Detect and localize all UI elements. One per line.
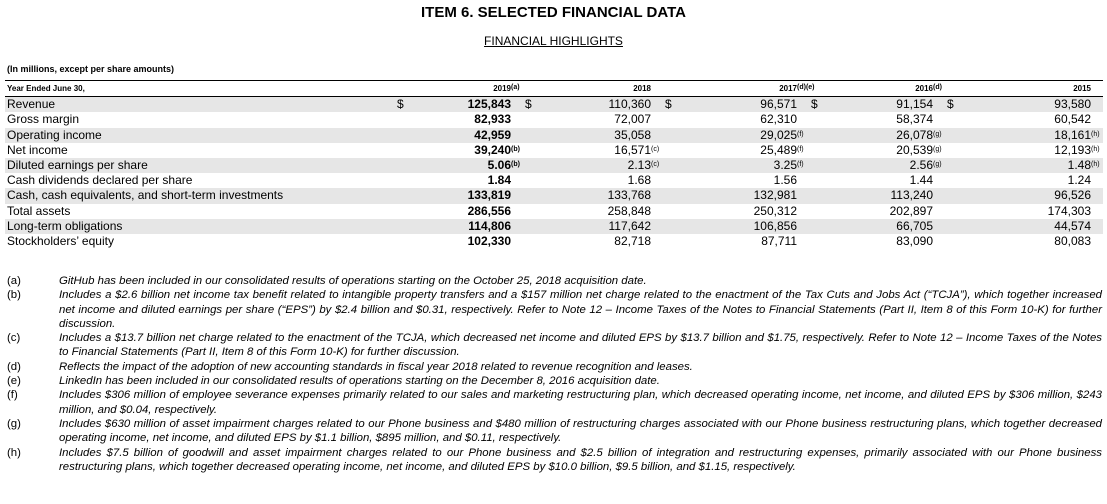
- footnote: [7, 288, 1102, 331]
- currency-cell: [523, 173, 555, 188]
- footnote-text: Reflects the impact of the adoption of new accounting standards in fiscal year 2018 related to revenue recognition and leases.: [59, 360, 693, 373]
- currency-spacer: [945, 81, 977, 97]
- footnote-ref: (f): [797, 161, 804, 169]
- value-cell: 35,058: [555, 128, 651, 143]
- currency-spacer: [663, 81, 695, 97]
- row-label: Diluted earnings per share: [5, 158, 395, 173]
- row-label: Operating income: [5, 128, 395, 143]
- footnote-mark: (d): [7, 360, 21, 373]
- footnote-ref-cell: [1091, 158, 1103, 173]
- currency-cell: [663, 158, 695, 173]
- currency-cell: [809, 112, 841, 127]
- value-cell: 174,303: [1047, 203, 1091, 218]
- currency-cell: [945, 188, 977, 203]
- column-year-2015: [977, 81, 1091, 97]
- column-footnote-ref: (d): [933, 84, 942, 91]
- value-cell: 258,848: [607, 203, 651, 218]
- page-title: ITEM 6. SELECTED FINANCIAL DATA: [420, 4, 686, 21]
- column-year-2019: [427, 81, 511, 97]
- footnote-ref-cell: [511, 204, 523, 219]
- footnote-ref-cell: [797, 128, 809, 143]
- footnote: [7, 374, 1102, 388]
- currency-cell: [809, 188, 841, 203]
- footnote-ref-cell: [651, 204, 663, 219]
- currency-cell: $: [809, 97, 841, 113]
- footnote-ref-cell: [511, 112, 523, 127]
- footnote-ref-cell: [651, 112, 663, 127]
- currency-cell: [663, 143, 695, 158]
- value-cell: 39,240: [474, 142, 511, 157]
- footnote-ref-cell: [797, 112, 809, 127]
- value-cell: 286,556: [467, 203, 511, 218]
- value-cell: 42,959: [427, 128, 511, 143]
- value-cell: 29,025: [695, 128, 797, 143]
- column-year-label: 2017: [779, 84, 797, 93]
- column-footnote-ref: (d)(e): [797, 84, 815, 91]
- currency-cell: [395, 112, 427, 127]
- currency-cell: [945, 143, 977, 158]
- currency-cell: [945, 128, 977, 143]
- footnote-ref-cell: [933, 188, 945, 203]
- row-label: Total assets: [7, 203, 71, 218]
- row-label: Cash dividends declared per share: [7, 173, 193, 188]
- footnote-ref: (h): [1091, 145, 1100, 153]
- footnote-ref-cell: [797, 143, 809, 158]
- footnote-ref-cell: [797, 204, 809, 219]
- footnote-mark: (g): [7, 417, 21, 430]
- value-cell: 80,083: [1054, 234, 1091, 249]
- footnote-ref-cell: [511, 188, 523, 203]
- currency-cell: [395, 173, 427, 188]
- currency-cell: [395, 234, 427, 249]
- row-label: Stockholders’ equity: [7, 234, 114, 249]
- footnote: [7, 446, 1102, 475]
- currency-spacer: [395, 81, 427, 97]
- currency-cell: [809, 204, 841, 219]
- currency-cell: [945, 204, 977, 219]
- value-cell: 2.56: [841, 158, 933, 173]
- value-cell: 1.84: [487, 173, 511, 188]
- footnote-ref-cell: [651, 219, 663, 234]
- footnote-ref-cell: [511, 97, 523, 113]
- footnote-ref: (g): [933, 161, 942, 169]
- row-label: Net income: [7, 142, 68, 157]
- table-row: [5, 173, 1103, 188]
- currency-cell: [523, 188, 555, 203]
- value-cell: 114,806: [427, 219, 511, 234]
- value-cell: 3.25: [695, 158, 797, 173]
- footnote: [7, 274, 1102, 288]
- currency-cell: [523, 204, 555, 219]
- footnote-ref-cell: [1091, 188, 1103, 203]
- value-cell: 117,642: [555, 219, 651, 234]
- currency-cell: [945, 234, 977, 249]
- column-year-2017: [695, 81, 797, 97]
- value-cell: 60,542: [1054, 112, 1091, 127]
- currency-cell: [523, 234, 555, 249]
- footnote-ref-cell: [651, 173, 663, 188]
- value-cell: 1.68: [627, 173, 651, 188]
- value-cell: 25,489: [760, 142, 797, 157]
- table-row: [5, 234, 1103, 249]
- footnotes: [7, 274, 1102, 474]
- currency-cell: [663, 234, 695, 249]
- footnote-ref-cell: [1091, 234, 1103, 249]
- table-row: [5, 158, 1103, 173]
- footnote-mark: (b): [7, 289, 21, 302]
- value-cell: 66,705: [841, 219, 933, 234]
- footnote-ref: (b): [511, 145, 520, 153]
- currency-cell: [663, 219, 695, 234]
- footnote-ref-cell: [1091, 128, 1103, 143]
- footnote-ref-cell: [1091, 204, 1103, 219]
- footnote-mark: (a): [7, 275, 21, 287]
- table-row: [5, 97, 1103, 113]
- footnote-ref: (b): [511, 161, 520, 169]
- column-year-label: 2018: [633, 84, 651, 93]
- footnote-mark: (e): [7, 375, 21, 388]
- footnote-ref: (f): [797, 145, 804, 153]
- footnote: [7, 360, 1102, 374]
- footnote-ref-cell: [511, 158, 523, 173]
- row-label: Long-term obligations: [5, 219, 395, 234]
- row-label: Gross margin: [7, 112, 80, 127]
- table-row: [5, 128, 1103, 143]
- value-cell: 1.48: [977, 158, 1091, 173]
- value-cell: 2.13: [555, 158, 651, 173]
- footnote-ref-cell: [933, 173, 945, 188]
- currency-cell: [945, 173, 977, 188]
- column-year-label: 2016: [915, 84, 933, 93]
- value-cell: 102,330: [467, 234, 511, 249]
- value-cell: 96,526: [977, 188, 1091, 203]
- value-cell: 125,843: [427, 97, 511, 113]
- value-cell: 96,571: [695, 97, 797, 113]
- currency-cell: [945, 158, 977, 173]
- value-cell: 18,161: [977, 128, 1091, 143]
- footnote-ref-cell: [797, 234, 809, 249]
- value-cell: 58,374: [896, 112, 933, 127]
- column-footnote-ref: (a): [511, 84, 520, 91]
- units-note: (In millions, except per share amounts): [7, 64, 175, 74]
- footnote-ref-cell: [933, 234, 945, 249]
- currency-cell: $: [945, 97, 977, 113]
- currency-cell: $: [523, 97, 555, 113]
- table-row: [5, 204, 1103, 219]
- currency-cell: [663, 112, 695, 127]
- currency-cell: [809, 173, 841, 188]
- footnote-ref: (c): [651, 161, 660, 169]
- currency-cell: $: [395, 97, 427, 113]
- footnote-ref-cell: [933, 97, 945, 113]
- value-cell: 12,193: [1054, 142, 1091, 157]
- row-header-label: Year Ended June 30,: [5, 81, 395, 97]
- footnote-ref-cell: [651, 158, 663, 173]
- currency-cell: [523, 158, 555, 173]
- value-cell: 133,768: [555, 188, 651, 203]
- footnote: [7, 388, 1102, 417]
- footnote-ref-cell: [651, 234, 663, 249]
- currency-cell: [945, 219, 977, 234]
- footnote-ref: (f): [797, 130, 804, 138]
- footnote-ref-cell: [933, 219, 945, 234]
- footnote-text: LinkedIn has been included in our consolidated results of operations starting on the December 8, 2016 acquisition date.: [59, 375, 660, 388]
- value-cell: 20,539: [896, 142, 933, 157]
- currency-cell: [809, 143, 841, 158]
- currency-cell: [395, 204, 427, 219]
- value-cell: 72,007: [614, 112, 651, 127]
- footnote-mark: (c): [7, 332, 21, 345]
- currency-cell: [395, 128, 427, 143]
- value-cell: 83,090: [896, 234, 933, 249]
- footnote-text: Includes a $13.7 billion net charge related to the enactment of the TCJA, which decreased net income and diluted EPS by $13.7 billion and $1.75, respectively. Refer to Note 12 – Income Taxes of the Notes to Financial Statements (Part II, Item 8 of this Form 10-K) for further discussion.: [59, 332, 1102, 359]
- currency-cell: [663, 128, 695, 143]
- footnote-ref-cell: [651, 128, 663, 143]
- footnote-ref-cell: [797, 97, 809, 113]
- column-year-label: 2015: [1073, 84, 1091, 93]
- footnote-text: Includes $7.5 billion of goodwill and asset impairment charges related to our Phone business and $2.5 billion of integration and restructuring expenses, primarily associated with our Phone business restructuring plans, which together decreased operating income, net income, and diluted EPS by $10.0 billion, $9.5 billion, and $1.15, respectively.: [59, 446, 1102, 473]
- value-cell: 93,580: [977, 97, 1091, 113]
- currency-cell: [663, 204, 695, 219]
- footnote-ref-cell: [511, 234, 523, 249]
- column-year-2016: [841, 81, 933, 97]
- footnote-ref-cell: [651, 143, 663, 158]
- currency-cell: [945, 112, 977, 127]
- table-row: [5, 112, 1103, 127]
- financial-table-wrapper: [5, 80, 1102, 249]
- table-row: [5, 188, 1103, 203]
- currency-cell: [395, 143, 427, 158]
- footnote-ref-cell: [797, 219, 809, 234]
- value-cell: 44,574: [977, 219, 1091, 234]
- currency-cell: [523, 128, 555, 143]
- footnote-ref-cell: [797, 173, 809, 188]
- value-cell: 133,819: [427, 188, 511, 203]
- footnote-ref-cell: [651, 97, 663, 113]
- row-label: Revenue: [5, 97, 395, 113]
- footnote-ref: (g): [933, 145, 942, 153]
- subtitle-text: FINANCIAL HIGHLIGHTS: [484, 34, 623, 48]
- currency-cell: [523, 112, 555, 127]
- footnote-ref-cell: [797, 188, 809, 203]
- column-year-label: 2019: [493, 84, 511, 93]
- footnote-ref-cell: [511, 219, 523, 234]
- footnote-ref-cell: [651, 188, 663, 203]
- currency-spacer: [523, 81, 555, 97]
- value-cell: 113,240: [841, 188, 933, 203]
- footnote: [7, 331, 1102, 360]
- value-cell: 91,154: [841, 97, 933, 113]
- financial-table: [5, 80, 1103, 249]
- currency-cell: [809, 158, 841, 173]
- footnote-ref: (h): [1091, 161, 1100, 169]
- footnote-ref: (g): [933, 130, 942, 138]
- column-year-2018: [555, 81, 651, 97]
- currency-cell: [663, 188, 695, 203]
- value-cell: 26,078: [841, 128, 933, 143]
- footnote: [7, 417, 1102, 446]
- footnote-ref-cell: [1091, 219, 1103, 234]
- currency-cell: [395, 188, 427, 203]
- value-cell: 1.56: [773, 173, 797, 188]
- footnote-ref-cell: [511, 173, 523, 188]
- currency-cell: [809, 234, 841, 249]
- footnote-ref: (c): [651, 145, 660, 153]
- footnote-ref-cell: [1091, 97, 1103, 113]
- footnote-ref-cell: [797, 158, 809, 173]
- currency-cell: [395, 219, 427, 234]
- value-cell: 132,981: [695, 188, 797, 203]
- footnote-ref-cell: [511, 128, 523, 143]
- table-header-row: [5, 81, 1103, 97]
- footnote-mark: (f): [7, 389, 18, 402]
- footnote-ref-cell: [933, 143, 945, 158]
- footnote-ref: (h): [1091, 130, 1100, 138]
- table-row: [5, 219, 1103, 234]
- value-cell: 82,933: [474, 112, 511, 127]
- footnote-text: GitHub has been included in our consolidated results of operations starting on the October 25, 2018 acquisition date.: [59, 275, 647, 287]
- footnote-text: Includes $306 million of employee severance expenses primarily related to our sales and marketing restructuring plan, which decreased operating income, net income, and diluted EPS by $306 million, $243 million, and $0.04, respectively.: [59, 389, 1102, 416]
- footnote-ref-cell: [933, 128, 945, 143]
- currency-cell: [523, 143, 555, 158]
- footnote-ref-cell: [933, 204, 945, 219]
- value-cell: 5.06: [427, 158, 511, 173]
- value-cell: 202,897: [889, 203, 933, 218]
- value-cell: 106,856: [695, 219, 797, 234]
- footnote-ref-cell: [511, 143, 523, 158]
- currency-cell: [395, 158, 427, 173]
- footnote-ref-cell: [933, 158, 945, 173]
- footnote-ref-cell: [1091, 143, 1103, 158]
- value-cell: 1.24: [1067, 173, 1091, 188]
- currency-cell: [809, 128, 841, 143]
- footnote-ref-cell: [1091, 173, 1103, 188]
- value-cell: 62,310: [760, 112, 797, 127]
- footnote-text: Includes a $2.6 billion net income tax benefit related to intangible property transfers and a $157 million net charge related to the enactment of the Tax Cuts and Jobs Act (“TCJA”), which together increased net income and diluted earnings per share (“EPS”) by $2.4 billion and $0.31, respectively. Refer to Note 12 – Income Taxes of the Notes to Financial Statements (Part II, Item 8 of this Form 10-K) for further discussion.: [59, 289, 1102, 330]
- currency-cell: [809, 219, 841, 234]
- value-cell: 82,718: [614, 234, 651, 249]
- footnote-text: Includes $630 million of asset impairment charges related to our Phone business and $480 million of restructuring charges associated with our Phone business restructuring plans, which together decreased operating income, net income, and diluted EPS by $1.1 billion, $895 million, and $0.11, respectively.: [59, 417, 1102, 445]
- footnote-mark: (h): [7, 446, 21, 459]
- value-cell: 16,571: [614, 142, 651, 157]
- currency-cell: $: [663, 97, 695, 113]
- page-subtitle: [0, 34, 1107, 48]
- currency-cell: [663, 173, 695, 188]
- row-label: Cash, cash equivalents, and short-term investments: [5, 188, 395, 203]
- value-cell: 87,711: [761, 234, 797, 249]
- value-cell: 250,312: [753, 203, 797, 218]
- footnote-ref-cell: [933, 112, 945, 127]
- footnote-ref-cell: [1091, 112, 1103, 127]
- currency-cell: [523, 219, 555, 234]
- value-cell: 110,360: [555, 97, 651, 113]
- table-row: [5, 143, 1103, 158]
- value-cell: 1.44: [909, 173, 933, 188]
